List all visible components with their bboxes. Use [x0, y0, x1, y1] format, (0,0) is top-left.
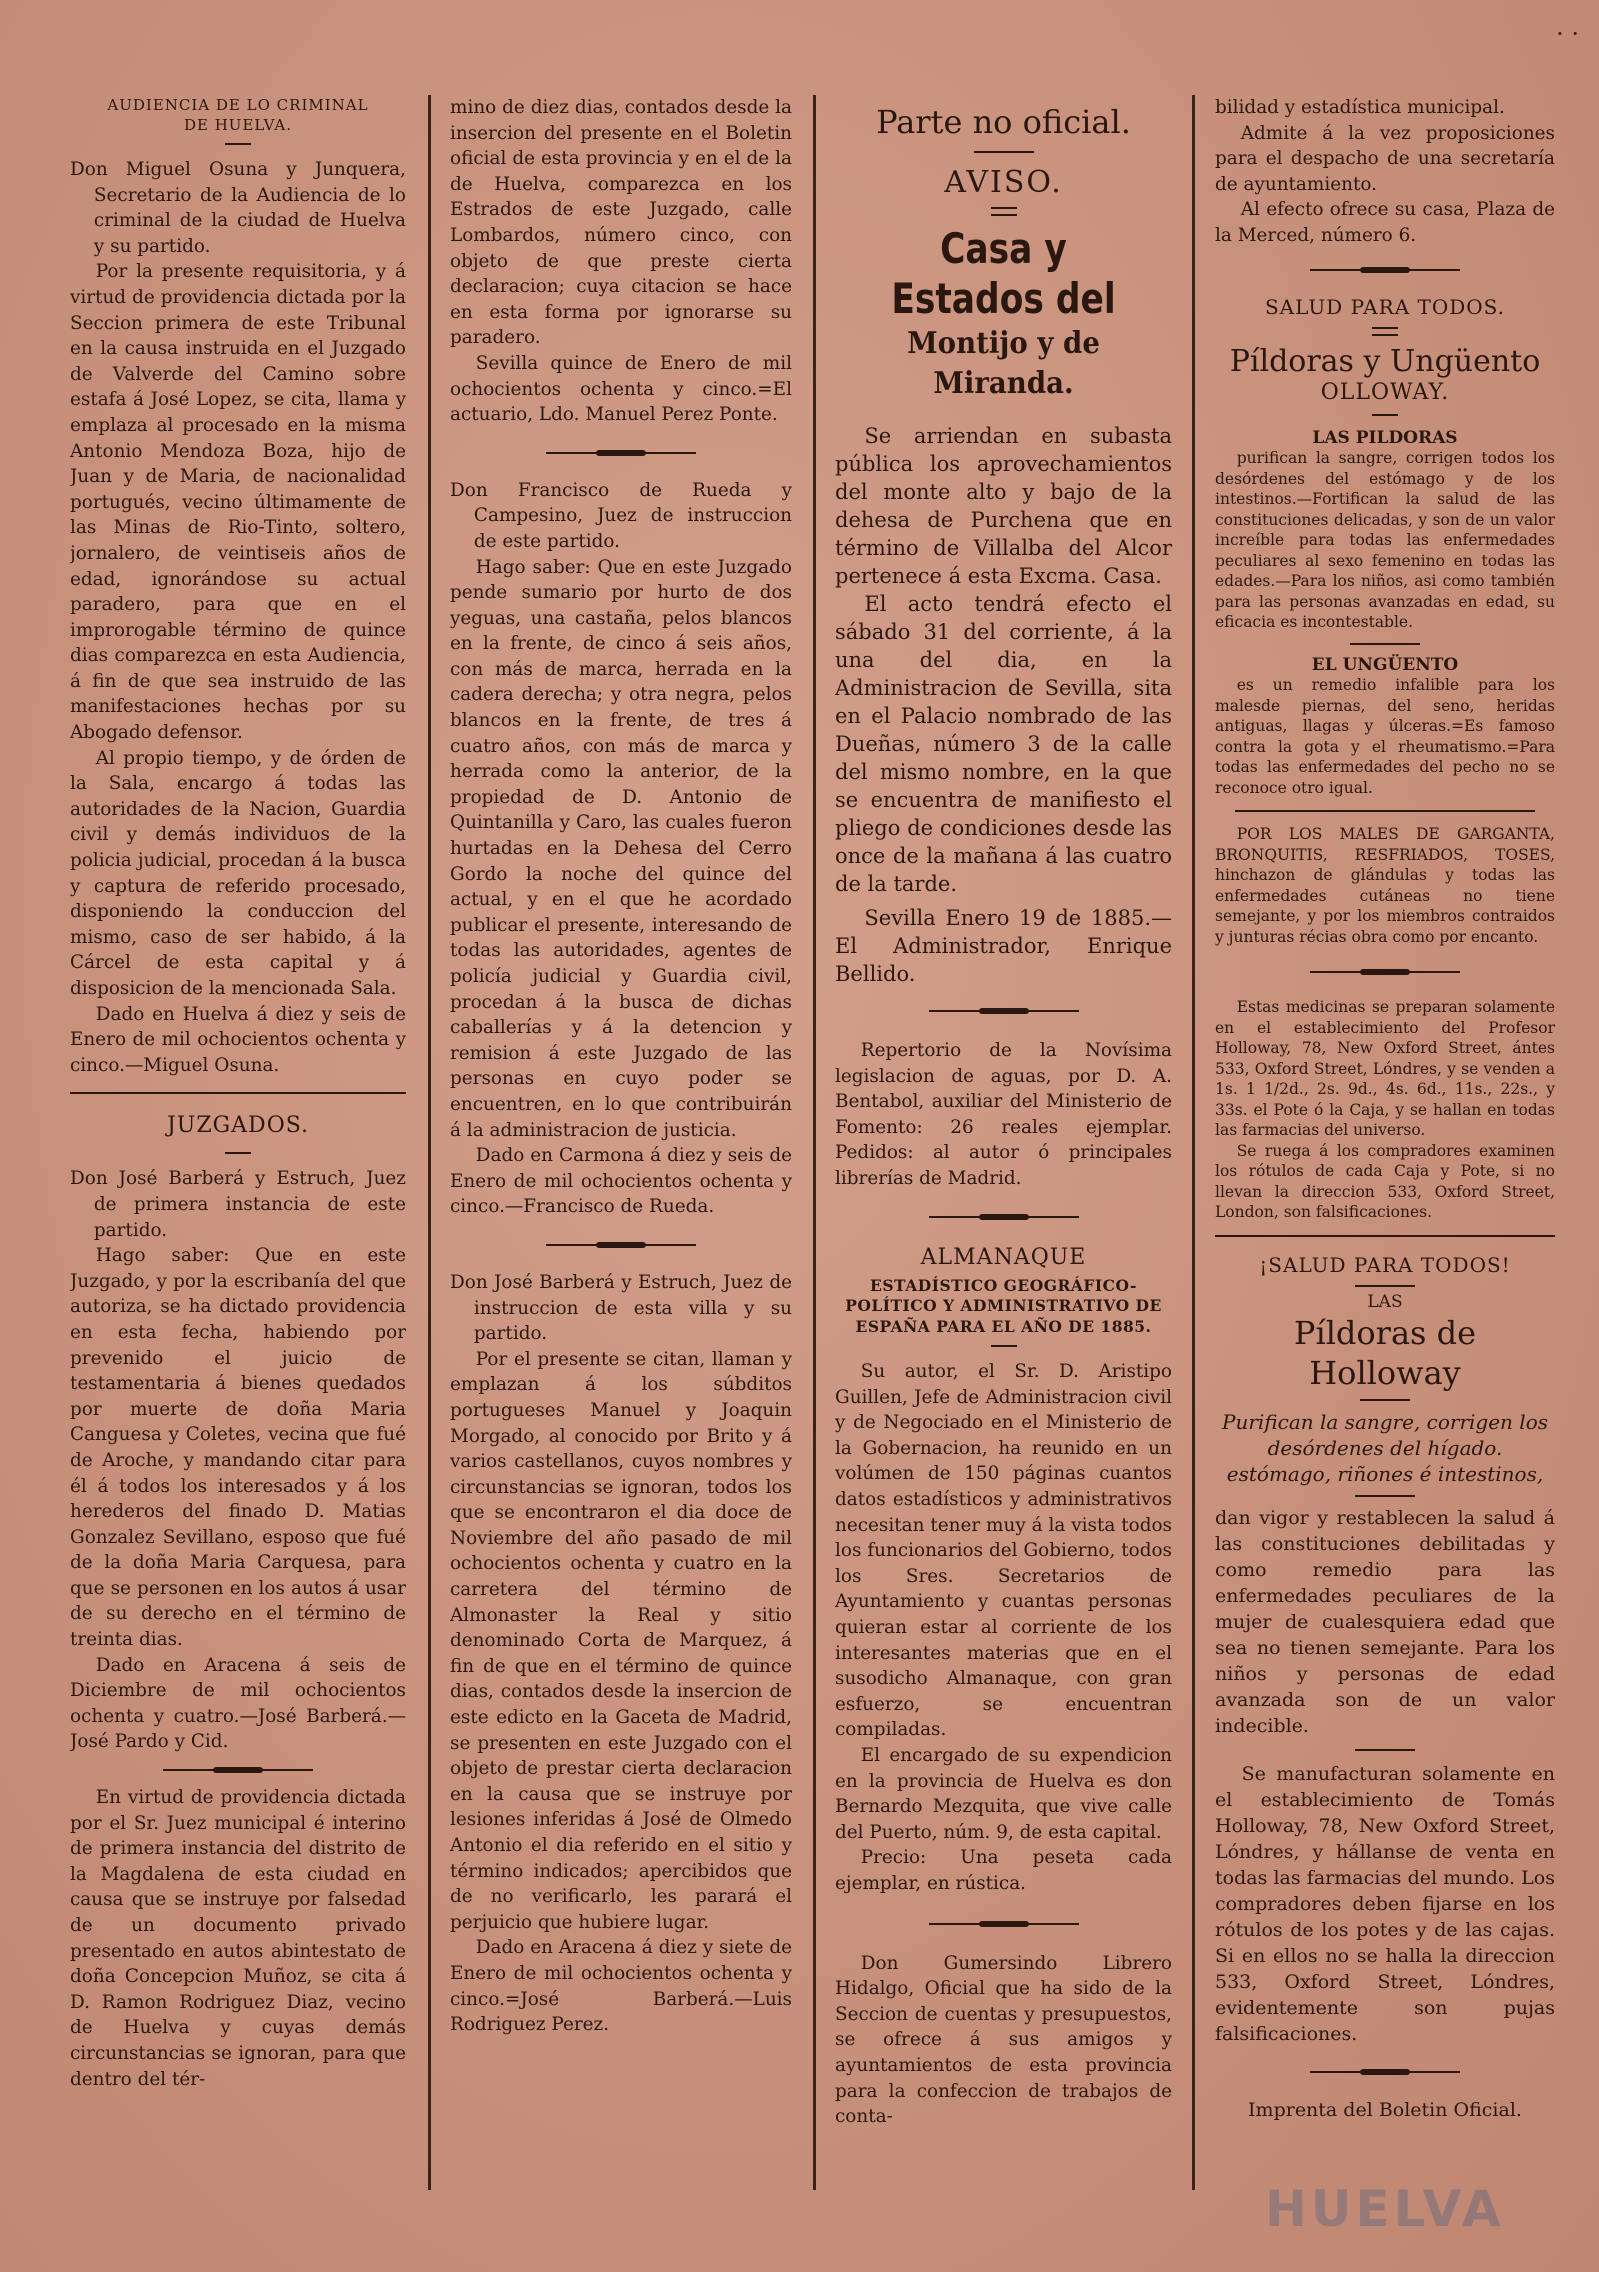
rueda-paragraph-2: Dado en Carmona á diez y seis de Enero de mil ochocientos ochenta y cinco.—Francisco de Rueda. [450, 1145, 792, 1218]
olloway-title: OLLOWAY. [1320, 379, 1450, 405]
ornament-divider [835, 1202, 1172, 1232]
column-rule-3 [1192, 95, 1195, 2190]
barbera1-paragraph-1: Hago saber: Que en este Juzgado, y por la escribanía del que autoriza, se ha dictado providencia en esta fecha, habiendo por prevenido el juicio de testamentaria á bienes quedados por muerte de doña Maria Canguesa y Coletes, vecina que fué de Aroche, y mandando citar para él á todos los interesados y á los herederos del finado D. Matias Gonzalez Sevillano, esposo que fué de la doña Maria Carquesa, para que se personen en los autos á usar de su derecho en el término de treinta dias. [70, 1245, 406, 1651]
purifican-italic: Purifican la sangre, corrigen los desórdenes del hígado. estómago, riñones é intestinos, [1222, 1409, 1548, 1486]
audiencia-subtitle: DE HUELVA. [183, 116, 292, 134]
ornament-divider [70, 1755, 406, 1785]
dash-divider [1372, 414, 1398, 416]
short-rule [1350, 643, 1420, 645]
continuation-paragraph-2: Sevilla quince de Enero de mil ochocientos ochenta y cinco.=El actuario, Ldo. Manuel Perez Ponte. [450, 352, 792, 426]
short-rule [1355, 1495, 1415, 1497]
unguento-title: EL UNGÜENTO [1311, 654, 1459, 675]
short-rule [1360, 1399, 1410, 1401]
barbera2-name: Don José Barberá y Estruch, Juez de instruccion de esta villa y su partido. [450, 1271, 792, 1345]
osuna-paragraph-3: Dado en Huelva á diez y seis de Enero de mil ochocientos ochenta y cinco.—Miguel Osuna. [70, 1003, 406, 1076]
osuna-name: Don Miguel Osuna y Junquera, Secretario de la Audiencia de lo criminal de la ciudad de Huelva y su partido. [70, 159, 406, 257]
magdalena-paragraph: En virtud de providencia dictada por el Sr. Juez municipal é interino de primera instancia del distrito de la Magdalena de esta ciudad en causa que se instruye por falsedad de un documento privado presentado en autos abintestato de doña Concepcion Muñoz, se cita á D. Ramon Rodriguez Diaz, vecino de Huelva y cuyas demás circunstancias se ignoran, para que dentro del tér- [70, 1787, 406, 2090]
short-rule [1355, 1749, 1415, 1751]
juzgados-title: JUZGADOS. [166, 1113, 310, 1139]
ornament-divider [835, 1909, 1172, 1939]
archive-stamp: HUELVA [1265, 2180, 1505, 2238]
holloway-title: Píldoras de Holloway [1293, 1313, 1477, 1392]
imprenta-line: Imprenta del Boletin Oficial. [1248, 2098, 1522, 2121]
librero-paragraph-1: Don Gumersindo Librero Hidalgo, Oficial que ha sido de la Seccion de cuentas y presupuestos, se ofrece á sus amigos y ayuntamientos de esta provincia para la confeccion de trabajos de conta- [835, 1952, 1172, 2128]
aviso-title: AVISO. [944, 165, 1063, 200]
corner-dots: · · [1556, 20, 1579, 48]
rueda-paragraph-1: Hago saber: Que en este Juzgado pende sumario por hurto de dos yeguas, una castaña, pelos blancos en la frente, de cinco á seis años, con más de marca, herrada en la cadera derecha; y otra negra, pelos blancos en la frente, de tres á cuatro años, con más de marca y herrada como la anterior, de la propiedad de D. Antonio de Quintanilla y Caro, las cuales fueron hurtadas en la Dehesa del Cerro Gordo la noche del quince del actual, y en el que he acordado publicar el presente, interesando de todas las autoridades, agentes de policía judicial y Guardia civil, procedan á la busca de dichas caballerías y á la detencion y remision á este Juzgado de las personas en cuyo poder se encuentren, en lo que contribuirán á la administracion de justicia. [450, 556, 792, 1141]
almanaque-paragraph-2: El encargado de su expendicion en la provincia de Huelva es don Bernardo Mezquita, que vive calle del Puerto, núm. 9, de esta capital. [835, 1744, 1172, 1843]
column-4 [1215, 95, 1555, 2220]
column-2 [450, 95, 792, 2220]
barbera2-paragraph-2: Dado en Aracena á diez y siete de Enero de mil ochocientos ochenta y cinco.=José Barberá.—Luis Rodriguez Perez. [450, 1937, 792, 2036]
las-pildoras-paragraph: purifican la sangre, corrigen todos los desórdenes del estómago y de los intestinos.—Fortifican la salud de las constituciones delicadas, y son de un valor increíble para todas las enfermedades peculiares al sexo femenino en todas las edades.—Para los niños, asi como también para las personas avanzadas en edad, su eficacia es incontestable. [1215, 449, 1555, 632]
dash-divider [991, 1345, 1017, 1347]
audiencia-title: AUDIENCIA DE LO CRIMINAL [107, 96, 369, 114]
column-rule-1 [428, 95, 431, 2190]
ornament-divider [450, 1230, 792, 1260]
aviso-paragraph-3: Sevilla Enero 19 de 1885.—El Administrador, Enrique Bellido. [835, 906, 1172, 986]
short-rule [1355, 1285, 1415, 1287]
ornament-divider [450, 438, 792, 468]
medicinas-paragraph-1: Estas medicinas se preparan solamente en el establecimiento del Profesor Holloway, 78, New Oxford Street, ántes 533, Oxford Street, Lóndres, y se venden a 1s. 1 1/2d., 2s. 9d., 4s. 6d., 11s., 22s., y 33s. el Pote ó la Caja, y se hallan en todas las farmacias del universo. [1215, 998, 1555, 1140]
section-divider [70, 1092, 406, 1094]
almanaque-paragraph-1: Su autor, el Sr. D. Aristipo Guillen, Jefe de Administracion civil y de Negociado en el Ministerio de la Gobernacion, ha reunido en un volúmen de 150 páginas cuantos datos estadísticos y administrativos necesitan tener muy á la vista todos los funcionarios del Gobierno, todos los Sres. Secretarios de Ayuntamiento y cuantas personas quieran estar al corriente de los interesantes materias que en el susodicho Almanaque, con gran esfuerzo, se encuentran compiladas. [835, 1361, 1172, 1741]
dash-divider [225, 1152, 251, 1154]
almanaque-title: ALMANAQUE [920, 1244, 1087, 1270]
short-rule [974, 151, 1034, 153]
ornament-divider [1215, 255, 1555, 285]
repertorio-paragraph: Repertorio de la Novísima legislacion de aguas, por D. A. Bentabol, auxiliar del Ministerio de Fomento: 26 reales ejemplar. Pedidos: al autor ó principales librerías de Madrid. [835, 1040, 1172, 1189]
aviso-paragraph-1: Se arriendan en subasta pública los aprovechamientos del monte alto y bajo de la dehesa de Purchena que en término de Villalba del Alcor pertenece á esta Excma. Casa. [835, 424, 1172, 588]
casa-title: Casa y Estados del [891, 224, 1116, 323]
pildoras-title: Píldoras y Ungüento [1229, 343, 1541, 379]
continuation-paragraph-1: mino de diez dias, contados desde la insercion del presente en el Boletin oficial de esta provincia y en el de la de Huelva, comparezca en los Estrados de este Juzgado, calle Lombardos, número cinco, con objeto de que preste cierta declaracion; cuya citacion se hace en esta forma por ignorarse su paradero. [450, 97, 792, 349]
section-rule [1235, 810, 1535, 812]
vigor-paragraph: dan vigor y restablecen la salud á las constituciones debilitadas y como remedio para las enfermedades peculiares de la mujer de cualesquiera edad que sea no tienen semejante. Para los niños y personas de edad avanzada son de un valor indecible. [1215, 1506, 1555, 1737]
rueda-name: Don Francisco de Rueda y Campesino, Juez de instruccion de este partido. [450, 479, 792, 552]
dash-divider [225, 143, 251, 145]
las-pildoras-title: LAS PILDORAS [1312, 427, 1458, 448]
column-rule-2 [813, 95, 816, 2190]
ornament-divider [1215, 2057, 1555, 2087]
double-dash [991, 207, 1017, 216]
ornament-divider [835, 996, 1172, 1026]
barbera2-paragraph-1: Por el presente se citan, llaman y emplazan á los súbditos portugueses Manuel y Joaquin Morgado, al conocido por Brito y á varios castellanos, cuyos nombres y circunstancias se ignoran, todos los que se encontraron el dia doce de Noviembre del año pasado de mil ochocientos ochenta y cuatro en la carretera del término de Almonaster la Real y sitio denominado Corta de Marquez, á fin de que en el término de quince dias, contados desde la insercion de este edicto en la Gaceta de Madrid, se presenten en este Juzgado con el objeto de prestar cierta declaracion en la causa que se instruye por lesiones inferidas á José de Olmedo Antonio el dia referido en el sitio y término indicados; apercibidos que de no verificarlo, les parará el perjuicio que hubiere lugar. [450, 1348, 792, 1933]
barbera1-name: Don José Barberá y Estruch, Juez de primera instancia de este partido. [70, 1168, 406, 1241]
librero-paragraph-3: Al efecto ofrece su casa, Plaza de la Merced, número 6. [1215, 199, 1555, 246]
column-3 [835, 95, 1172, 2220]
osuna-paragraph-2: Al propio tiempo, y de órden de la Sala, encargo á todas las autoridades de la Nacion, Guardia civil y demás individuos de la policia judicial, procedan á la busca y captura de referido procesado, disponiendo la conduccion del mismo, caso de ser habido, á la Cárcel de esta capital y á disposicion de la mencionada Sala. [70, 747, 406, 999]
las-title: LAS [1367, 1291, 1403, 1312]
almanaque-subtitle: ESTADÍSTICO GEOGRÁFICO-POLÍTICO Y ADMINISTRATIVO DE ESPAÑA PARA EL AÑO DE 1885. [845, 1275, 1162, 1336]
montijo-title: Montijo y de Miranda. [907, 326, 1100, 401]
medicinas-paragraph-2: Se ruega á los compradores examinen los rótulos de cada Caja y Pote, si no llevan la direccion 533, Oxford Street, London, son falsificaciones. [1215, 1141, 1555, 1222]
almanaque-paragraph-3: Precio: Una peseta cada ejemplar, en rústica. [835, 1847, 1172, 1894]
aviso-paragraph-2: El acto tendrá efecto el sábado 31 del corriente, á la una del dia, en la Administracion de Sevilla, sita en el Palacio nombrado de las Dueñas, número 3 de la calle del mismo nombre, en la que se encuentra de manifiesto el pliego de condiciones desde las once de la mañana á las cuatro de la tarde. [835, 592, 1172, 896]
manufacturan-paragraph: Se manufacturan solamente en el establecimiento de Tomás Holloway, 78, New Oxford Street, Lóndres, y hállanse de venta en todas las farmacias del mundo. Los compradores deben fijarse en los rótulos de los potes y de las cajas. Si en ellos no se halla la direccion 533, Oxford Street, Lóndres, evidentemente son pujas falsificaciones. [1215, 1762, 1555, 2045]
ornament-divider [1215, 957, 1555, 987]
section-divider [1215, 1235, 1555, 1237]
librero-paragraph-2: Admite á la vez proposiciones para el despacho de una secretaría de ayuntamiento. [1215, 122, 1555, 195]
salud2-title: ¡SALUD PARA TODOS! [1259, 1252, 1511, 1277]
barbera1-paragraph-2: Dado en Aracena á seis de Diciembre de mil ochocientos ochenta y cuatro.—José Barberá.—José Pardo y Cid. [70, 1654, 406, 1753]
parte-no-oficial-title: Parte no oficial. [876, 103, 1131, 141]
osuna-paragraph-1: Por la presente requisitoria, y á virtud de providencia dictada por la Seccion primera de este Tribunal en la causa instruida en el Juzgado de Valverde del Camino sobre estafa á José Lopez, se cita, llama y emplaza al procesado en la misma Antonio Mendoza Boza, hijo de Juan y de Maria, de nacionalidad portugués, vecino últimamente de las Minas de Rio-Tinto, soltero, jornalero, de veintiseis años de edad, ignorándose su actual paradero, para que en el improrogable término de quince dias comparezca en esta Audiencia, á fin de que sea instruido de las manifestaciones hechas por su Abogado defensor. [70, 261, 406, 744]
column-1 [70, 95, 406, 2220]
double-dash [1372, 327, 1398, 336]
librero-continuation: bilidad y estadística municipal. [1215, 97, 1505, 118]
salud-title: SALUD PARA TODOS. [1264, 294, 1506, 319]
males-paragraph: POR LOS MALES DE GARGANTA, BRONQUITIS, RESFRIADOS, TOSES, hinchazon de glándulas y todas las enfermedades cutáneas no tiene semejante, y por los miembros contraidos y junturas récias obra como por encanto. [1215, 825, 1555, 946]
unguento-paragraph: es un remedio infalible para los malesde piernas, del seno, heridas antiguas, llagas y úlceras.=Es famoso contra la gota y el rheumatismo.=Para todas las enfermedades del pecho no se reconoce otro igual. [1215, 676, 1555, 797]
